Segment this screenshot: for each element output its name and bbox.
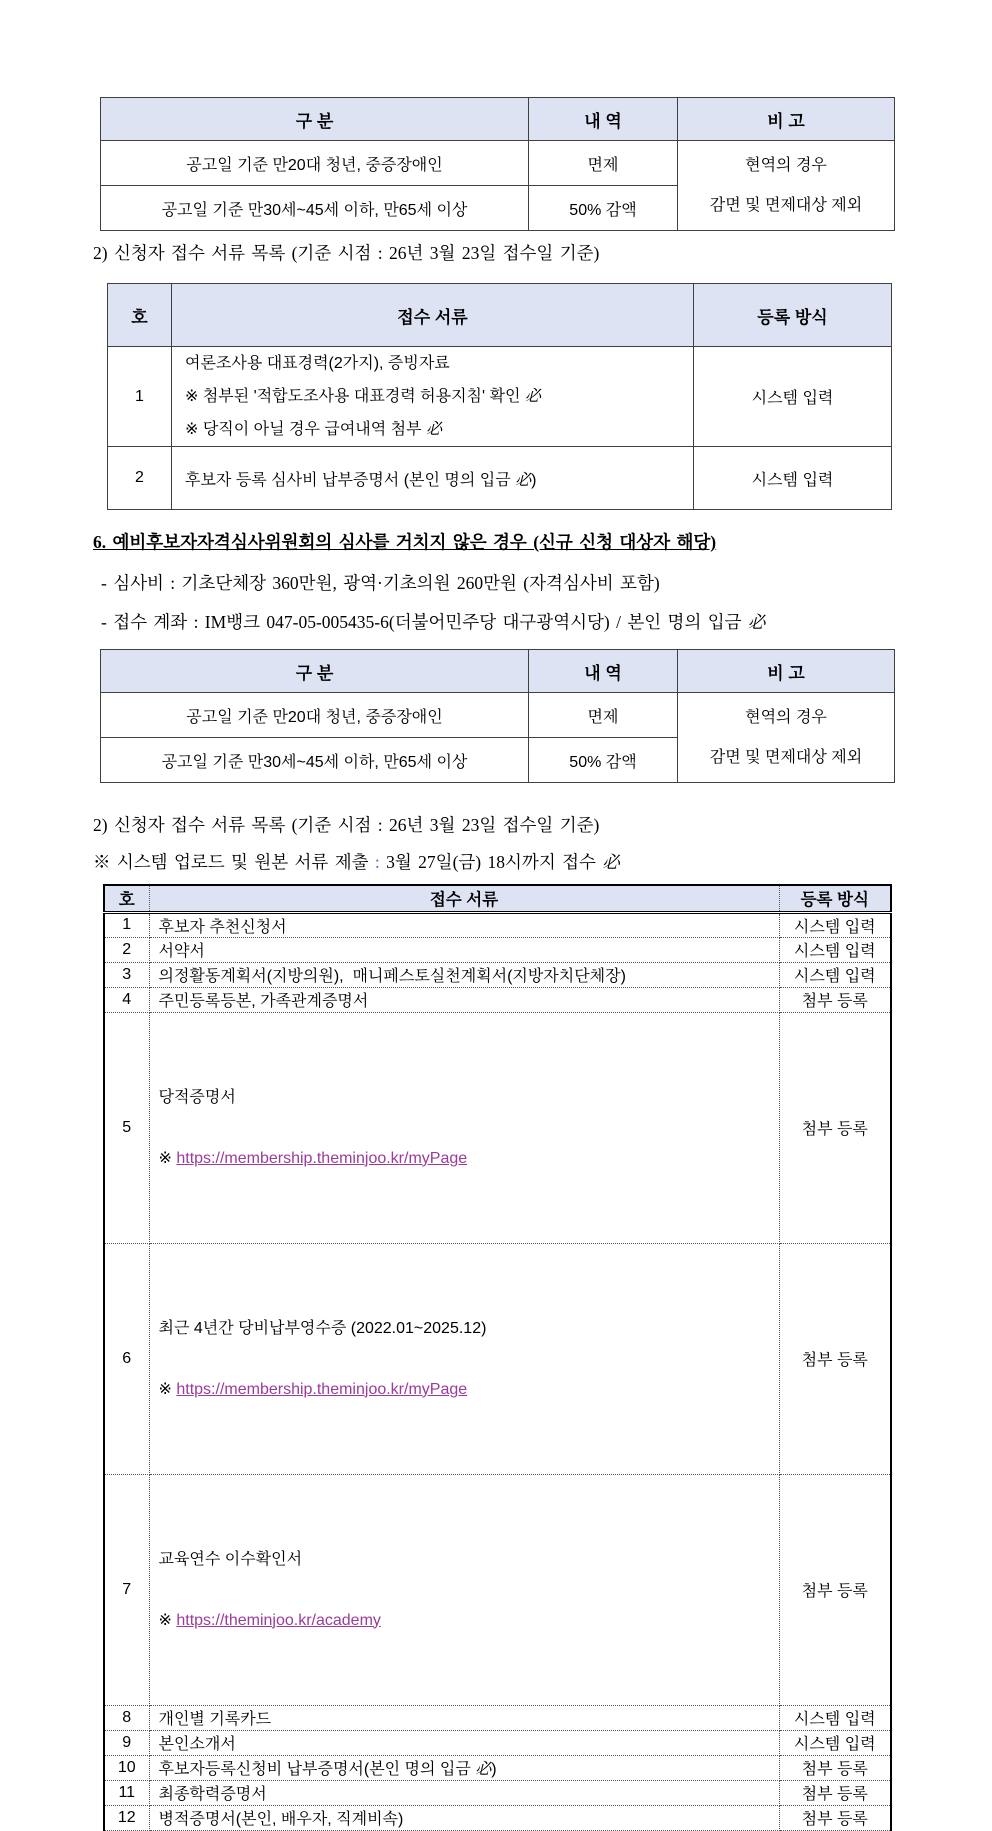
cell-method: 시스템 입력 [779,1705,891,1730]
cell-doc [172,347,694,447]
note-line: 현역의 경우 [745,156,827,174]
fee-exemption-table-1 [100,97,895,231]
cell-doc: 후보자 등록 심사비 납부증명서 (본인 명의 입금 必) [172,447,694,510]
doc-line: ※ 첨부된 '적합도조사용 대표경력 허용지침' 확인 必 [185,388,541,405]
cell-method: 시스템 입력 [779,1730,891,1755]
cell-no: 3 [104,962,149,987]
cell-detail: 50% 감액 [529,186,678,231]
column-header-note: 비 고 [678,98,895,141]
cell-no: 12 [104,1805,149,1830]
notice-post: 3월 27일(금) 18시까지 접수 必 [379,852,620,872]
cell-no: 1 [108,347,172,447]
cell-doc: 후보자등록신청비 납부증명서(본인 명의 입금 必) [149,1755,779,1780]
cell-no: 2 [108,447,172,510]
column-header-detail: 내 역 [529,98,678,141]
cell-no: 11 [104,1780,149,1805]
section-6-bullet-fee: - 심사비 : 기초단체장 360만원, 광역·기초의원 260만원 (자격심사비 포함) [101,573,660,593]
table-row [104,1012,891,1243]
table-header-row [108,284,892,347]
cell-category: 공고일 기준 만30세~45세 이하, 만65세 이상 [101,186,529,231]
table-row [101,693,895,738]
cell-category: 공고일 기준 만30세~45세 이하, 만65세 이상 [101,738,529,783]
note-line: 현역의 경우 [745,708,827,726]
link-prefix: ※ [158,1149,177,1167]
cell-method: 시스템 입력 [779,962,891,987]
table-row [104,1730,891,1755]
table-row [108,347,892,447]
table-row [101,141,895,186]
section-6-title: 6. 예비후보자자격심사위원회의 심사를 거치지 않은 경우 (신규 신청 대상자 해당) [93,532,717,552]
table-row [104,1780,891,1805]
fee-exemption-table-2 [100,649,895,783]
doc-line: ※ 당직이 아닐 경우 급여내역 첨부 必 [185,421,443,438]
table-header-row [104,885,891,912]
column-header-note: 비 고 [678,650,895,693]
cell-no: 8 [104,1705,149,1730]
cell-no: 10 [104,1755,149,1780]
column-header-method: 등록 방식 [694,284,892,347]
doc-line: 당적증명서 [158,1088,236,1106]
notice-pre: ※ 시스템 업로드 및 원본 서류 제출 [93,852,375,872]
notice-colon: : [374,852,380,872]
cell-no: 6 [104,1243,149,1474]
doc-line: 교육연수 이수확인서 [158,1550,303,1568]
cell-method: 시스템 입력 [779,937,891,962]
table-row [104,1474,891,1705]
column-header-no: 호 [104,885,149,912]
cell-detail: 면제 [529,693,678,738]
table-row [108,447,892,510]
doc-list-intro-1: 2) 신청자 접수 서류 목록 (기준 시점 : 26년 3월 23일 접수일 기준) [93,243,600,263]
table-row [104,1755,891,1780]
table-header-row [101,98,895,141]
column-header-doc: 접수 서류 [149,885,779,912]
cell-method: 시스템 입력 [779,912,891,937]
table-row [104,1243,891,1474]
table-row [104,1805,891,1830]
link-prefix: ※ [158,1611,177,1629]
column-header-category: 구 분 [101,650,529,693]
upload-deadline-notice [93,849,620,874]
cell-no: 4 [104,987,149,1012]
cell-doc: 최종학력증명서 [149,1780,779,1805]
cell-detail: 면제 [529,141,678,186]
cell-method: 시스템 입력 [694,447,892,510]
cell-method: 첨부 등록 [779,987,891,1012]
cell-method: 첨부 등록 [779,1805,891,1830]
cell-note [678,693,895,783]
cell-no: 9 [104,1730,149,1755]
cell-no: 5 [104,1012,149,1243]
table-row [104,1705,891,1730]
cell-method: 첨부 등록 [779,1243,891,1474]
cell-no: 2 [104,937,149,962]
cell-doc [149,1012,779,1243]
cell-doc: 주민등록등본, 가족관계증명서 [149,987,779,1012]
cell-doc: 의정활동계획서(지방의원), 매니페스토실천계획서(지방자치단체장) [149,962,779,987]
academy-link[interactable]: https://theminjoo.kr/academy [176,1611,381,1629]
document-list-table-2 [103,884,892,1831]
doc-line: 여론조사용 대표경력(2가지), 증빙자료 [185,355,450,372]
cell-doc [149,1243,779,1474]
cell-note [678,141,895,231]
cell-method: 첨부 등록 [779,1012,891,1243]
cell-no: 1 [104,912,149,937]
table-row [104,962,891,987]
cell-method: 시스템 입력 [694,347,892,447]
note-line: 감면 및 면제대상 제외 [709,196,863,214]
cell-doc: 서약서 [149,937,779,962]
cell-doc [149,1474,779,1705]
cell-doc: 본인소개서 [149,1730,779,1755]
membership-mypage-link[interactable]: https://membership.theminjoo.kr/myPage [176,1380,468,1398]
note-line: 감면 및 면제대상 제외 [709,748,863,766]
cell-no: 7 [104,1474,149,1705]
doc-line: 최근 4년간 당비납부영수증 (2022.01~2025.12) [158,1319,487,1337]
cell-doc: 후보자 추천신청서 [149,912,779,937]
link-prefix: ※ [158,1380,177,1398]
column-header-doc: 접수 서류 [172,284,694,347]
cell-doc: 병적증명서(본인, 배우자, 직계비속) [149,1805,779,1830]
section-6-bullet-account: - 접수 계좌 : IM뱅크 047-05-005435-6(더불어민주당 대구광역시당) / 본인 명의 입금 必 [101,612,766,632]
column-header-no: 호 [108,284,172,347]
cell-category: 공고일 기준 만20대 청년, 중증장애인 [101,693,529,738]
column-header-method: 등록 방식 [779,885,891,912]
cell-method: 첨부 등록 [779,1474,891,1705]
table-row [104,912,891,937]
cell-method: 첨부 등록 [779,1755,891,1780]
table-row [104,987,891,1012]
column-header-detail: 내 역 [529,650,678,693]
cell-doc: 개인별 기록카드 [149,1705,779,1730]
document-list-table-1 [107,283,892,510]
table-row [104,937,891,962]
doc-list-intro-2: 2) 신청자 접수 서류 목록 (기준 시점 : 26년 3월 23일 접수일 기준) [93,815,600,835]
cell-method: 첨부 등록 [779,1780,891,1805]
membership-mypage-link[interactable]: https://membership.theminjoo.kr/myPage [176,1149,468,1167]
column-header-category: 구 분 [101,98,529,141]
cell-category: 공고일 기준 만20대 청년, 중증장애인 [101,141,529,186]
table-header-row [101,650,895,693]
cell-detail: 50% 감액 [529,738,678,783]
